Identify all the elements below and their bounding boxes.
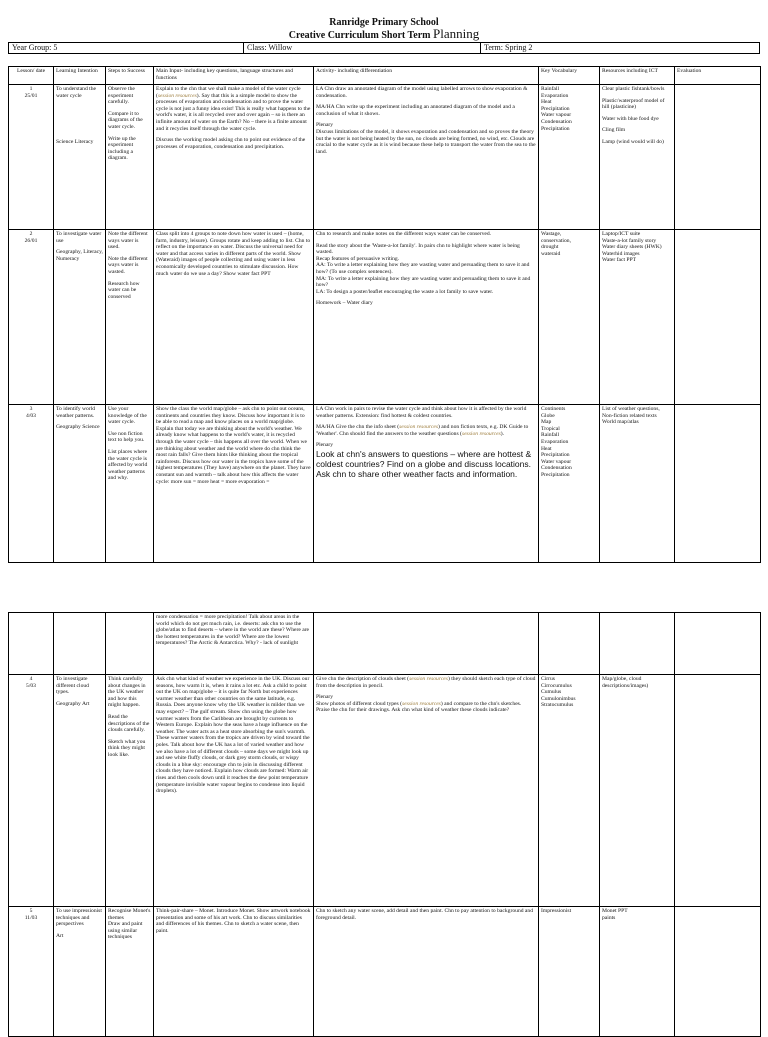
activity-cell: Chn to sketch any water scene, add detail and then paint. Chn to pay attention to background and foreground detail. [314,907,539,1037]
intention-cell: To understand the water cycle Science Literacy [54,85,106,230]
planning-table-continued [8,612,761,1037]
table-row [9,613,761,675]
steps-cell: Think carefully about changes in the UK weather and how this might happen. Read the descriptions of the clouds carefully. Sketch what you think they might look like. [106,675,154,907]
lesson-cell: 2 26/01 [9,230,54,405]
intention-cell: To identify world weather patterns. Geography Science [54,405,106,563]
year-group: Year Group: 5 [9,43,244,54]
input-cell: Explain to the chn that we shall make a model of the water cycle (session resources). Say that this is a simple model to show the processes of evaporation and condensation and to prove the water cycle is not just a funny idea exist! This is really what happens to the world's water, it is all recycled over and over again – so is there an infinite amount of water on the Earth? No – there is a finite amount and it recycles itself through the water cycle. Discuss the working model asking chn to point out evidence of the processes of evaporation, condensation and precipitation. [154,85,314,230]
document-title: Creative Curriculum Short Term Planning [288,26,480,41]
table-row [9,230,761,405]
vocab-cell: Continents Globe Map Tropical Rainfall Evaporation Heat Precipitation Water vapour Condensation Precipitation [539,405,600,563]
intention-cell: To investigate water use Geography, Literacy, Numeracy [54,230,106,405]
lesson-cell: 1 25/01 [9,85,54,230]
page-1 [8,17,760,563]
input-cell: Think-pair-share – Monet. Introduce Monet. Show artwork notebook presentation and some of his art work. Chn to discuss similarities and differences of his themes. Chn to sketch a water scene, then paint. [154,907,314,1037]
term: Term: Spring 2 [481,43,760,54]
vocab-cell: Wastage, conservation, drought wateraid [539,230,600,405]
steps-cell: Note the different ways water is used. Note the different ways water is wasted. Research how water can be conserved [106,230,154,405]
activity-cell: Chn to research and make notes on the different ways water can be conserved. Read the story about the 'Waste-a-lot family'. In pairs chn to highlight where water is being wasted. Recap features of persuasive writing. AA: To write a letter explaining how they are wasting water and persuading them to save it and how? (To use complex sentences). MA: To write a letter explaining how they are wasting water and persuading them to save it and how? LA: To design a poster/leaflet encouraging the waste a lot family to save water. Homework – Water diary [314,230,539,405]
table-row [9,675,761,907]
intention-cell: To investigate different cloud types. Geography Art [54,675,106,907]
steps-cell: Observe the experiment carefully. Compare it to diagrams of the water cycle. Write up the experiment including a diagram. [106,85,154,230]
school-name: Ranridge Primary School [329,17,439,28]
input-cell: Show the class the world map/globe – ask chn to point out oceans, continents and countries they know. Discuss how important it is to be able to read a map and know places on a world map/globe. Explain that today we are thinking about the world's weather. We already know what happens to the world's water, it is recycled through the water cycle – this happens all over the world. When we are thinking about weather and the world where do chn think the most rain falls? Give them hints like thinking about the tropical rainforests. Discuss how our water in the tropics have some of the highest temperatures (They have) anywhere on the planet. They have constant sun and warmth – talk about how this affects the water cycle: more sun = more heat = more evaporation = [154,405,314,563]
evaluation-cell [675,675,761,907]
evaluation-cell [675,85,761,230]
steps-cell: Use your knowledge of the water cycle. Use non fiction text to help you. List places where the water cycle is affected by world weather patterns and why. [106,405,154,563]
evaluation-cell [675,907,761,1037]
col-header-vocab: Key Vocabulary [539,67,600,85]
lesson-cell: 5 11/03 [9,907,54,1037]
activity-cell: LA Chn work in pairs to revise the water cycle and think about how it is affected by the world weather patterns. Extension: find hottest & coldest countries. MA/HA Give the chn the info sheet (session resources) and non fiction texts, e.g. DK Guide to 'Weather'. Chn should find the answers to the weather questions (session resources). Plenary Look at chn's answers to questions – where are hottest & coldest countries? Find on a globe and discuss locations. Ask chn to share other weather facts and information. [314,405,539,563]
col-header-intention: Learning Intention [54,67,106,85]
col-header-activity: Activity- including differentiation [314,67,539,85]
document-header [8,17,760,41]
page-2 [8,612,760,1037]
steps-cell: Recognise Monet's themes Draw and paint using similar techniques [106,907,154,1037]
table-row [9,405,761,563]
resources-cell: Monet PPT paints [600,907,675,1037]
evaluation-cell [675,405,761,563]
col-header-steps: Steps to Success [106,67,154,85]
col-header-evaluation: Evaluation [675,67,761,85]
col-header-input: Main Input- including key questions, language structures and functions [154,67,314,85]
lesson-cell: 3 4/03 [9,405,54,563]
table-row [9,907,761,1037]
intention-cell: To use impressionist techniques and perspectives Art [54,907,106,1037]
activity-cell: Give chn the description of clouds sheet (session resources) they should sketch each type of cloud from the description in pencil. Plenary Show photos of different cloud types (session resources) and compare to the chn's sketches. Praise the chn for their drawings. Ask chn what kind of weather these clouds indicate? [314,675,539,907]
lesson-cell: 4 5/03 [9,675,54,907]
planning-table [8,66,761,563]
vocab-cell: Rainfall Evaporation Heat Precipitation Water vapour Condensation Precipitation [539,85,600,230]
evaluation-cell [675,230,761,405]
col-header-resources: Resources including ICT [600,67,675,85]
header-row [9,67,761,85]
resources-cell: List of weather questions, Non-fiction related texts World map/atlas [600,405,675,563]
vocab-cell: Impressionist [539,907,600,1037]
table-row [9,85,761,230]
input-cell: Class split into 4 groups to note down how water is used – (home, farm, industry, leisure). Groups rotate and keep adding to list. Chn to reflect on the importance on water. Discuss the universal need for water and that access varies in different parts of the world. Show (Wateraid) images of people collecting and using water in less economically developed countries to stimulate discussion. How much water do we use a day? Show water fact PPT [154,230,314,405]
class-name: Class: Willow [244,43,481,54]
vocab-cell: Cirrus Cirrocumulus Cumulus Cumulonimbus Stratocumulus [539,675,600,907]
resources-cell: Map/globe, cloud descriptions/images) [600,675,675,907]
meta-table [8,42,760,54]
plenary-note: Look at chn's answers to questions – where are hottest & coldest countries? Find on a globe and discuss locations. Ask chn to share other weather facts and information. [316,448,532,479]
input-cell: Ask chn what kind of weather we experience in the UK. Discuss our seasons, how warm it is, when it rains a lot etc. Ask a child to point out the UK on map/globe – it is quite far North but experiences warmer weather than other countries on the same latitude, e.g. Russia. Does anyone know why the UK weather is milder than we may expect? – The gulf stream. Show chn using the globe how warmer waters from the Caribbean are brought by currents to Western Europe. Explain how the seas have a huge influence on the weather. The water acts as a heat store absorbing the sun's warmth. These warmer waters from the tropics are driven by wind toward the poles. Talk about how the UK has a lot of varied weather and how we also have a lot of different clouds – some days we might look up and see white fluffy clouds, or dark grey storm clouds, or wispy clouds in a blue sky: encourage chn to join in discussing different clouds they have noticed. Explain how clouds are formed: Warm air rises and then cools down until it reaches the dew point temperature (temperature invisible water vapour begins to condense into liquid droplets). [154,675,314,907]
resources-cell: Laptop/ICT suite Waste-a-lot family story Water diary sheets (HWK) Waterhid images Water fact PPT [600,230,675,405]
resources-cell: Clear plastic fishtank/bowls Plastic/waterproof model of hill (plasticine) Water with blue food dye Cling film Lamp (wind would will do) [600,85,675,230]
input-cell: more condensation = more precipitation! Talk about areas in the world which do not get much rain, i.e. deserts: ask chn to use the globe/atlas to find deserts – where in the world are these? Where are the hottest temperatures in the world? Where are the lowest temperatures? The Arctic & Antarctica. Why? - lack of sunlight [154,613,314,675]
activity-cell: LA Chn draw an annotated diagram of the model using labelled arrows to show evaporation & condensation. MA/HA Chn write up the experiment including an annotated diagram of the model and a conclusion of what it shows. Plenary Discuss limitations of the model, it shows evaporation and condensation and so proves the theory but the water is not being heated by the sun, no clouds are being formed, no wind, etc. Clouds are crucial to the water cycle as it is wind because these help to transport the water from the sea to the land. [314,85,539,230]
col-header-lesson: Lesson/ date [9,67,54,85]
